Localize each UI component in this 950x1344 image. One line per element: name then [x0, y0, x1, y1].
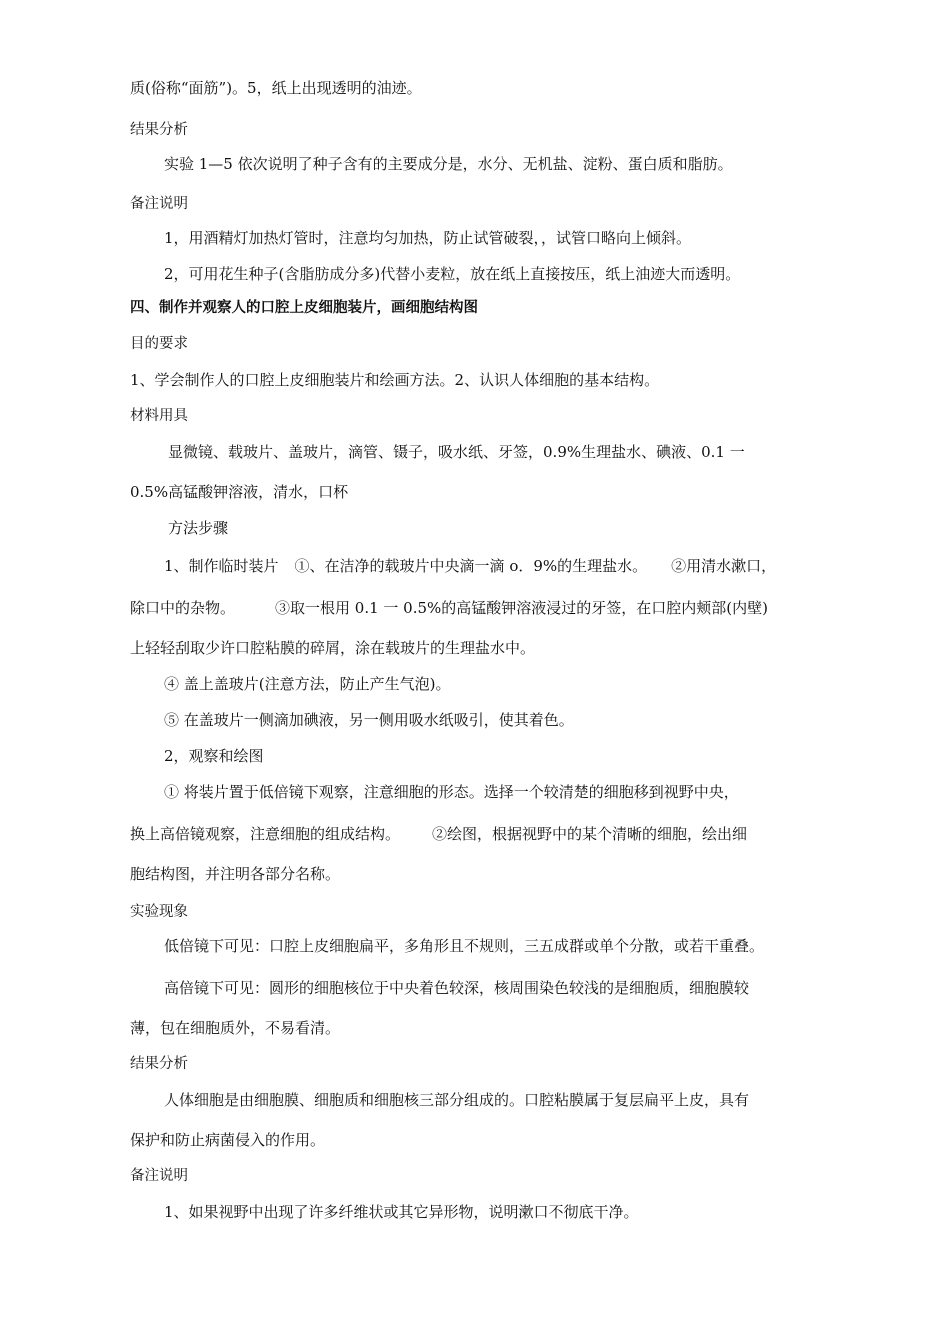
step-text: ②用清水漱口， — [671, 557, 777, 575]
paragraph-line — [164, 556, 776, 576]
paragraph-line: 保护和防止病菌侵入的作用。 — [130, 1131, 326, 1149]
step-text: ①、在洁净的载玻片中央滴一滴 o．9%的生理盐水。 — [294, 557, 648, 575]
section-heading-results-2: 结果分析 — [130, 1056, 188, 1072]
paragraph-line: 1，用酒精灯加热灯管时，注意均匀加热，防止试管破裂，，试管口略向上倾斜。 — [164, 229, 692, 247]
paragraph-line: 薄，包在细胞质外，不易看清。 — [130, 1019, 341, 1037]
step-text: 除口中的杂物。 — [130, 599, 236, 617]
paragraph-line — [130, 598, 768, 618]
step-label: 1、制作临时装片 — [164, 557, 279, 575]
paragraph-line: 2，可用花生种子(含脂肪成分多)代替小麦粒，放在纸上直接按压，纸上油迹大而透明。 — [164, 265, 741, 283]
section-heading-notes-2: 备注说明 — [130, 1168, 188, 1184]
paragraph-line: ① 将装片置于低倍镜下观察，注意细胞的形态。选择一个较清楚的细胞移到视野中央， — [164, 783, 739, 801]
paragraph-line: 0.5%高锰酸钾溶液，清水，口杯 — [130, 483, 349, 501]
paragraph-line: 胞结构图，并注明各部分名称。 — [130, 865, 341, 883]
section-heading-notes: 备注说明 — [130, 196, 188, 212]
paragraph-line: 低倍镜下可见：口腔上皮细胞扁平，多角形且不规则，三五成群或单个分散，或若干重叠。 — [164, 937, 765, 955]
paragraph-line: 显微镜、载玻片、盖玻片，滴管、镊子，吸水纸、牙签，0.9%生理盐水、碘液、0.1 一 — [168, 443, 745, 461]
paragraph-line — [130, 824, 747, 844]
step-text: ②绘图，根据视野中的某个清晰的细胞，绘出细 — [432, 825, 748, 843]
paragraph-line: 1、如果视野中出现了许多纤维状或其它异形物，说明漱口不彻底干净。 — [164, 1203, 639, 1221]
chapter-title: 四、制作并观察人的口腔上皮细胞装片，画细胞结构图 — [130, 300, 478, 316]
paragraph-line: 实验 1—5 依次说明了种子含有的主要成分是，水分、无机盐、淀粉、蛋白质和脂肪。 — [164, 155, 733, 173]
paragraph-line: ④ 盖上盖玻片(注意方法，防止产生气泡)。 — [164, 675, 451, 693]
step-text: ③取一根用 0.1 一 0.5%的高锰酸钾溶液浸过的牙签，在口腔内颊部(内壁) — [275, 599, 768, 617]
section-heading-phenomena: 实验现象 — [130, 904, 188, 920]
section-heading-materials: 材料用具 — [130, 408, 188, 424]
paragraph-line: 2，观察和绘图 — [164, 747, 264, 765]
paragraph-line: 质(俗称“面筋”)。5，纸上出现透明的油迹。 — [130, 79, 422, 97]
paragraph-line: ⑤ 在盖玻片一侧滴加碘液，另一侧用吸水纸吸引，使其着色。 — [164, 711, 574, 729]
paragraph-line: 上轻轻刮取少许口腔粘膜的碎屑，涂在载玻片的生理盐水中。 — [130, 639, 536, 657]
section-heading-procedure: 方法步骤 — [168, 519, 229, 537]
paragraph-line: 高倍镜下可见：圆形的细胞核位于中央着色较深，核周围染色较浅的是细胞质，细胞膜较 — [164, 979, 750, 997]
step-text: 换上高倍镜观察，注意细胞的组成结构。 — [130, 825, 401, 843]
section-heading-results: 结果分析 — [130, 122, 188, 138]
section-heading-objectives: 目的要求 — [130, 336, 188, 352]
paragraph-line: 1、学会制作人的口腔上皮细胞装片和绘画方法。2、认识人体细胞的基本结构。 — [130, 371, 660, 389]
paragraph-line: 人体细胞是由细胞膜、细胞质和细胞核三部分组成的。口腔粘膜属于复层扁平上皮，具有 — [164, 1091, 750, 1109]
